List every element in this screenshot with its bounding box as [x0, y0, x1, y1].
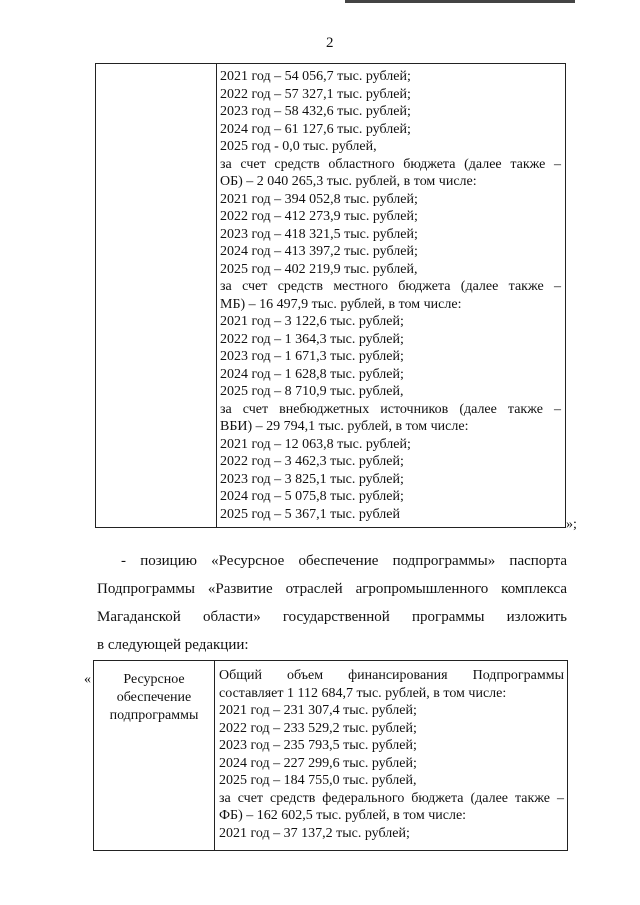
- funding-table-continued: [95, 63, 566, 528]
- table2-line: 2025 год – 184 755,0 тыс. рублей,: [219, 773, 417, 788]
- table2-label-cell: [94, 661, 215, 851]
- label-line: обеспечение: [116, 690, 192, 705]
- table2-line: 2022 год – 233 529,2 тыс. рублей;: [219, 720, 417, 736]
- table1-line: 2025 год – 5 367,1 тыс. рублей: [220, 506, 400, 522]
- table1-line: 2025 год - 0,0 тыс. рублей,: [220, 139, 377, 154]
- table1-line: за счет внебюджетных источников (далее также –: [220, 401, 561, 417]
- table1-line: 2025 год – 402 219,9 тыс. рублей,: [220, 261, 418, 277]
- table1-line: 2024 год – 1 628,8 тыс. рублей;: [220, 366, 404, 382]
- amendment-paragraph: [97, 547, 567, 659]
- top-edge-rule: [345, 0, 575, 3]
- paragraph-line: Магаданской области» государственной программы изложить: [97, 609, 567, 625]
- table1-line: ОБ) – 2 040 265,3 тыс. рублей, в том числе:: [220, 174, 477, 189]
- table1-line: 2024 год – 61 127,6 тыс. рублей;: [220, 121, 411, 137]
- label-line: подпрограммы: [109, 708, 199, 723]
- table1-line: 2022 год – 1 364,3 тыс. рублей;: [220, 331, 404, 347]
- table1-line: 2021 год – 54 056,7 тыс. рублей;: [220, 69, 411, 84]
- table2-line: за счет средств федерального бюджета (далее также –: [219, 790, 564, 806]
- table2-line: ФБ) – 162 602,5 тыс. рублей, в том числе:: [219, 808, 467, 823]
- table1-line: 2021 год – 12 063,8 тыс. рублей;: [220, 436, 411, 452]
- table1-line: за счет средств местного бюджета (далее также –: [220, 279, 561, 294]
- table1-empty-label-cell: [96, 64, 217, 528]
- table1-line: 2023 год – 3 825,1 тыс. рублей;: [220, 471, 404, 487]
- table1-line: 2025 год – 8 710,9 тыс. рублей,: [220, 384, 404, 399]
- label-line: Ресурсное: [123, 672, 185, 687]
- table1-line: 2021 год – 3 122,6 тыс. рублей;: [220, 314, 404, 329]
- table1-line: 2024 год – 5 075,8 тыс. рублей;: [220, 489, 404, 504]
- table2-content-cell: [215, 661, 568, 851]
- table1-line: 2023 год – 1 671,3 тыс. рублей;: [220, 349, 404, 364]
- paragraph-line: Подпрограммы «Развитие отраслей агропромышленного комплекса: [97, 581, 567, 597]
- table1-content-cell: [217, 64, 566, 528]
- table1-line: 2021 год – 394 052,8 тыс. рублей;: [220, 191, 418, 207]
- table2-line: 2021 год – 37 137,2 тыс. рублей;: [219, 825, 410, 841]
- table1-line: МБ) – 16 497,9 тыс. рублей, в том числе:: [220, 296, 462, 312]
- table1-line: 2023 год – 418 321,5 тыс. рублей;: [220, 226, 418, 242]
- page-number: 2: [326, 35, 334, 51]
- table2-line: 2023 год – 235 793,5 тыс. рублей;: [219, 738, 417, 753]
- table1-line: 2022 год – 3 462,3 тыс. рублей;: [220, 454, 404, 469]
- table2-line: Общий объем финансирования Подпрограммы: [219, 668, 564, 683]
- closing-quote: »;: [566, 517, 577, 532]
- table2-line: 2024 год – 227 299,6 тыс. рублей;: [219, 755, 417, 771]
- table1-line: за счет средств областного бюджета (далее также –: [220, 156, 561, 172]
- table1-line: 2024 год – 413 397,2 тыс. рублей;: [220, 244, 418, 259]
- resource-provision-table: [93, 660, 568, 851]
- table2-line: составляет 1 112 684,7 тыс. рублей, в том числе:: [219, 685, 507, 701]
- paragraph-line: в следующей редакции:: [97, 637, 249, 653]
- table1-line: 2022 год – 57 327,1 тыс. рублей;: [220, 86, 411, 102]
- table1-line: 2022 год – 412 273,9 тыс. рублей;: [220, 209, 418, 224]
- table1-line: 2023 год – 58 432,6 тыс. рублей;: [220, 104, 411, 119]
- opening-quote: «: [84, 672, 91, 687]
- table2-line: 2021 год – 231 307,4 тыс. рублей;: [219, 703, 417, 718]
- paragraph-line: - позицию «Ресурсное обеспечение подпрограммы» паспорта: [121, 553, 567, 569]
- table1-line: ВБИ) – 29 794,1 тыс. рублей, в том числе:: [220, 419, 469, 434]
